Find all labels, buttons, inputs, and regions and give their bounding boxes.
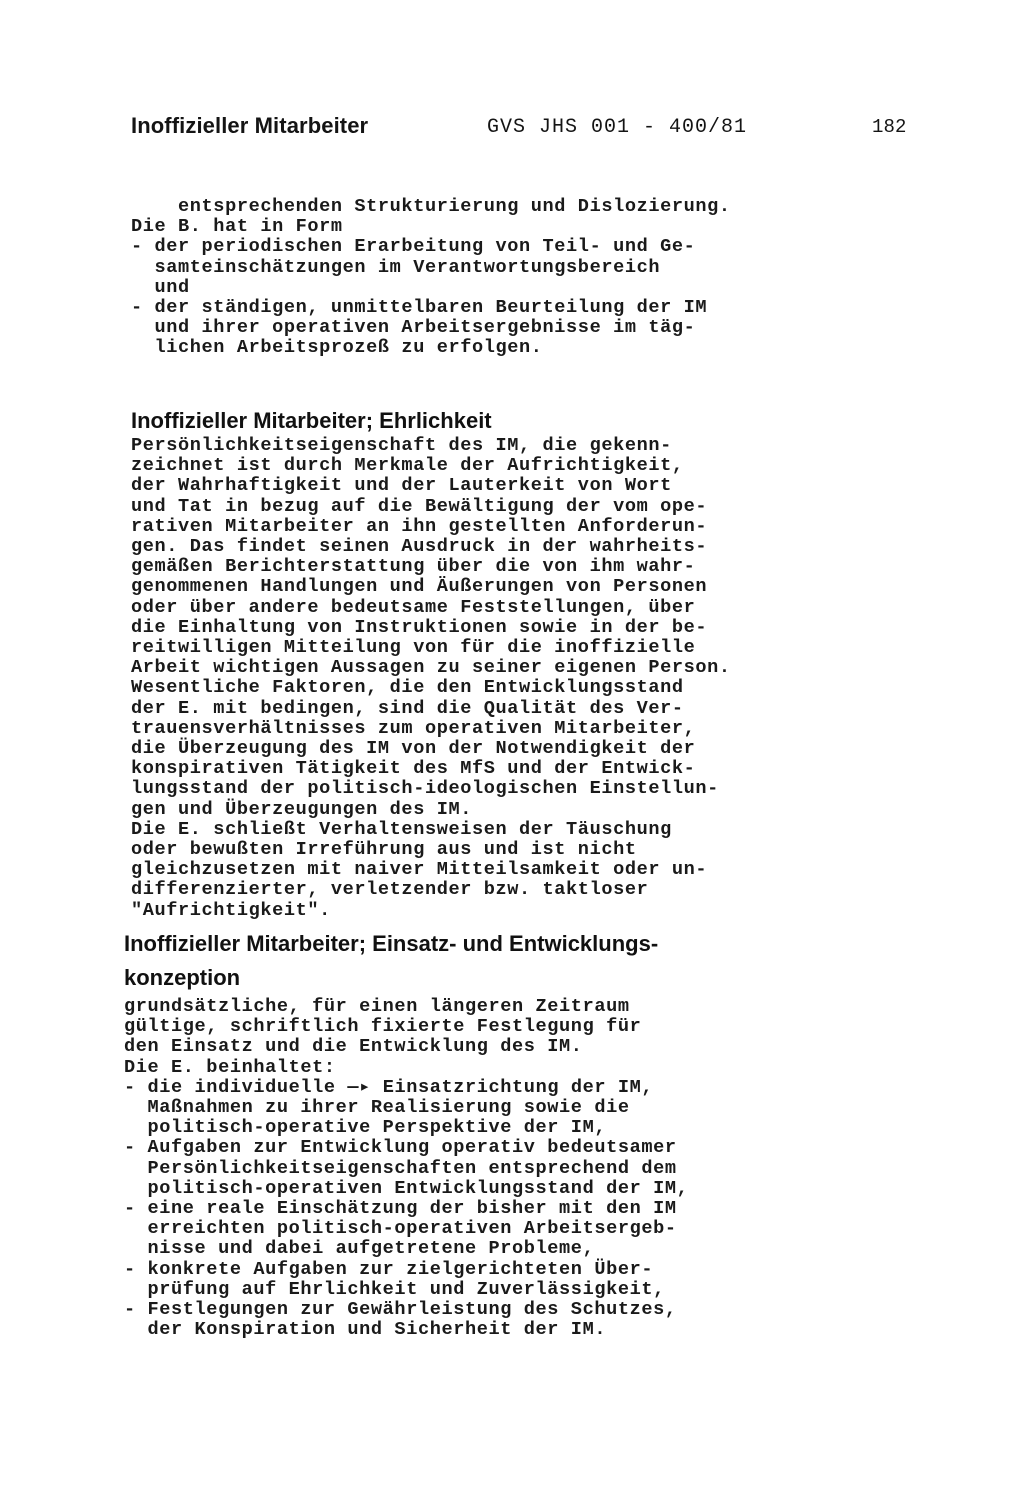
running-header-title: Inoffizieller Mitarbeiter	[131, 113, 369, 138]
entry-heading-ehrlichkeit: Inoffizieller Mitarbeiter; Ehrlichkeit	[131, 408, 492, 433]
text-line: zeichnet ist durch Merkmale der Aufrichtigkeit,	[131, 455, 684, 477]
text-line: entsprechenden Strukturierung und Dislozierung.	[131, 196, 731, 217]
text-line: den Einsatz und die Entwicklung des IM.	[124, 1036, 583, 1058]
text-line: - der periodischen Erarbeitung von Teil- und Ge-	[131, 236, 696, 258]
text-line: samteinschätzungen im Verantwortungsbereich	[131, 256, 661, 278]
text-line: konspirativen Tätigkeit des MfS und der Entwick-	[131, 758, 696, 780]
text-line: erreichten politisch-operativen Arbeitsergeb-	[124, 1218, 677, 1240]
text-line: gleichzusetzen mit naiver Mitteilsamkeit oder un-	[131, 859, 708, 881]
text-line: - die individuelle —▸ Einsatzrichtung der IM,	[124, 1076, 654, 1098]
document-code: GVS JHS 001 - 400/81	[487, 116, 748, 139]
text-line: und Tat in bezug auf die Bewältigung der vom ope-	[131, 495, 708, 517]
text-line: lungsstand der politisch-ideologischen Einstellun-	[131, 778, 719, 800]
text-line: prüfung auf Ehrlichkeit und Zuverlässigkeit,	[124, 1278, 665, 1300]
text-line: "Aufrichtigkeit".	[131, 899, 331, 921]
text-line: der Konspiration und Sicherheit der IM.	[124, 1319, 607, 1341]
text-line: rativen Mitarbeiter an ihn gestellten Anforderun-	[131, 515, 708, 537]
page-number: 182	[872, 116, 907, 138]
text-line: - der ständigen, unmittelbaren Beurteilung der IM	[131, 297, 708, 319]
text-line: gemäßen Berichterstattung über die von ihm wahr-	[131, 556, 696, 578]
entry-heading-konzeption-line1: Inoffizieller Mitarbeiter; Einsatz- und Entwicklungs-	[124, 931, 659, 956]
text-line: - Aufgaben zur Entwicklung operativ bedeutsamer	[124, 1137, 677, 1159]
text-line: gen und Überzeugungen des IM.	[131, 798, 472, 820]
text-line: gültige, schriftlich fixierte Festlegung für	[124, 1016, 642, 1038]
text-line: Die E. beinhaltet:	[124, 1056, 336, 1078]
text-line: nisse und dabei aufgetretene Probleme,	[124, 1238, 595, 1260]
text-line: Arbeit wichtigen Aussagen zu seiner eigenen Person.	[131, 657, 731, 679]
text-line: die Einhaltung von Instruktionen sowie in der be-	[131, 616, 708, 638]
text-line: grundsätzliche, für einen längeren Zeitraum	[124, 996, 630, 1017]
text-line: politisch-operativen Entwicklungsstand der IM,	[124, 1177, 689, 1199]
text-line: trauensverhältnisses zum operativen Mitarbeiter,	[131, 717, 696, 739]
text-line: gen. Das findet seinen Ausdruck in der wahrheits-	[131, 536, 708, 558]
text-line: Die E. schließt Verhaltensweisen der Täuschung	[131, 818, 672, 840]
text-line: - konkrete Aufgaben zur zielgerichteten Über-	[124, 1258, 654, 1280]
text-line: Wesentliche Faktoren, die den Entwicklungsstand	[131, 677, 684, 699]
text-line: Persönlichkeitseigenschaft des IM, die gekenn-	[131, 435, 672, 456]
text-line: Maßnahmen zu ihrer Realisierung sowie die	[124, 1097, 630, 1119]
text-line: und ihrer operativen Arbeitsergebnisse im täg-	[131, 317, 696, 339]
continuation-text	[131, 197, 731, 359]
text-line: Persönlichkeitseigenschaften entsprechend dem	[124, 1157, 677, 1179]
text-line: reitwilligen Mitteilung von für die inoffizielle	[131, 637, 696, 659]
text-line: die Überzeugung des IM von der Notwendigkeit der	[131, 738, 696, 760]
text-line: genommenen Handlungen und Äußerungen von Personen	[131, 576, 708, 598]
entry-body-ehrlichkeit	[131, 436, 731, 921]
text-line: oder über andere bedeutsame Feststellungen, über	[131, 596, 696, 618]
text-line: der E. mit bedingen, sind die Qualität des Ver-	[131, 697, 684, 719]
text-line: Die B. hat in Form	[131, 216, 343, 238]
text-line: oder bewußten Irreführung aus und ist nicht	[131, 839, 637, 861]
text-line: und	[131, 276, 190, 298]
entry-heading-konzeption-line2: konzeption	[124, 965, 241, 990]
text-line: differenzierter, verletzender bzw. taktloser	[131, 879, 649, 901]
text-line: politisch-operative Perspektive der IM,	[124, 1117, 607, 1139]
text-line: der Wahrhaftigkeit und der Lauterkeit von Wort	[131, 475, 672, 497]
text-line: lichen Arbeitsprozeß zu erfolgen.	[131, 337, 543, 359]
text-line: - Festlegungen zur Gewährleistung des Schutzes,	[124, 1299, 677, 1321]
entry-body-konzeption	[124, 997, 688, 1340]
text-line: - eine reale Einschätzung der bisher mit den IM	[124, 1198, 677, 1220]
